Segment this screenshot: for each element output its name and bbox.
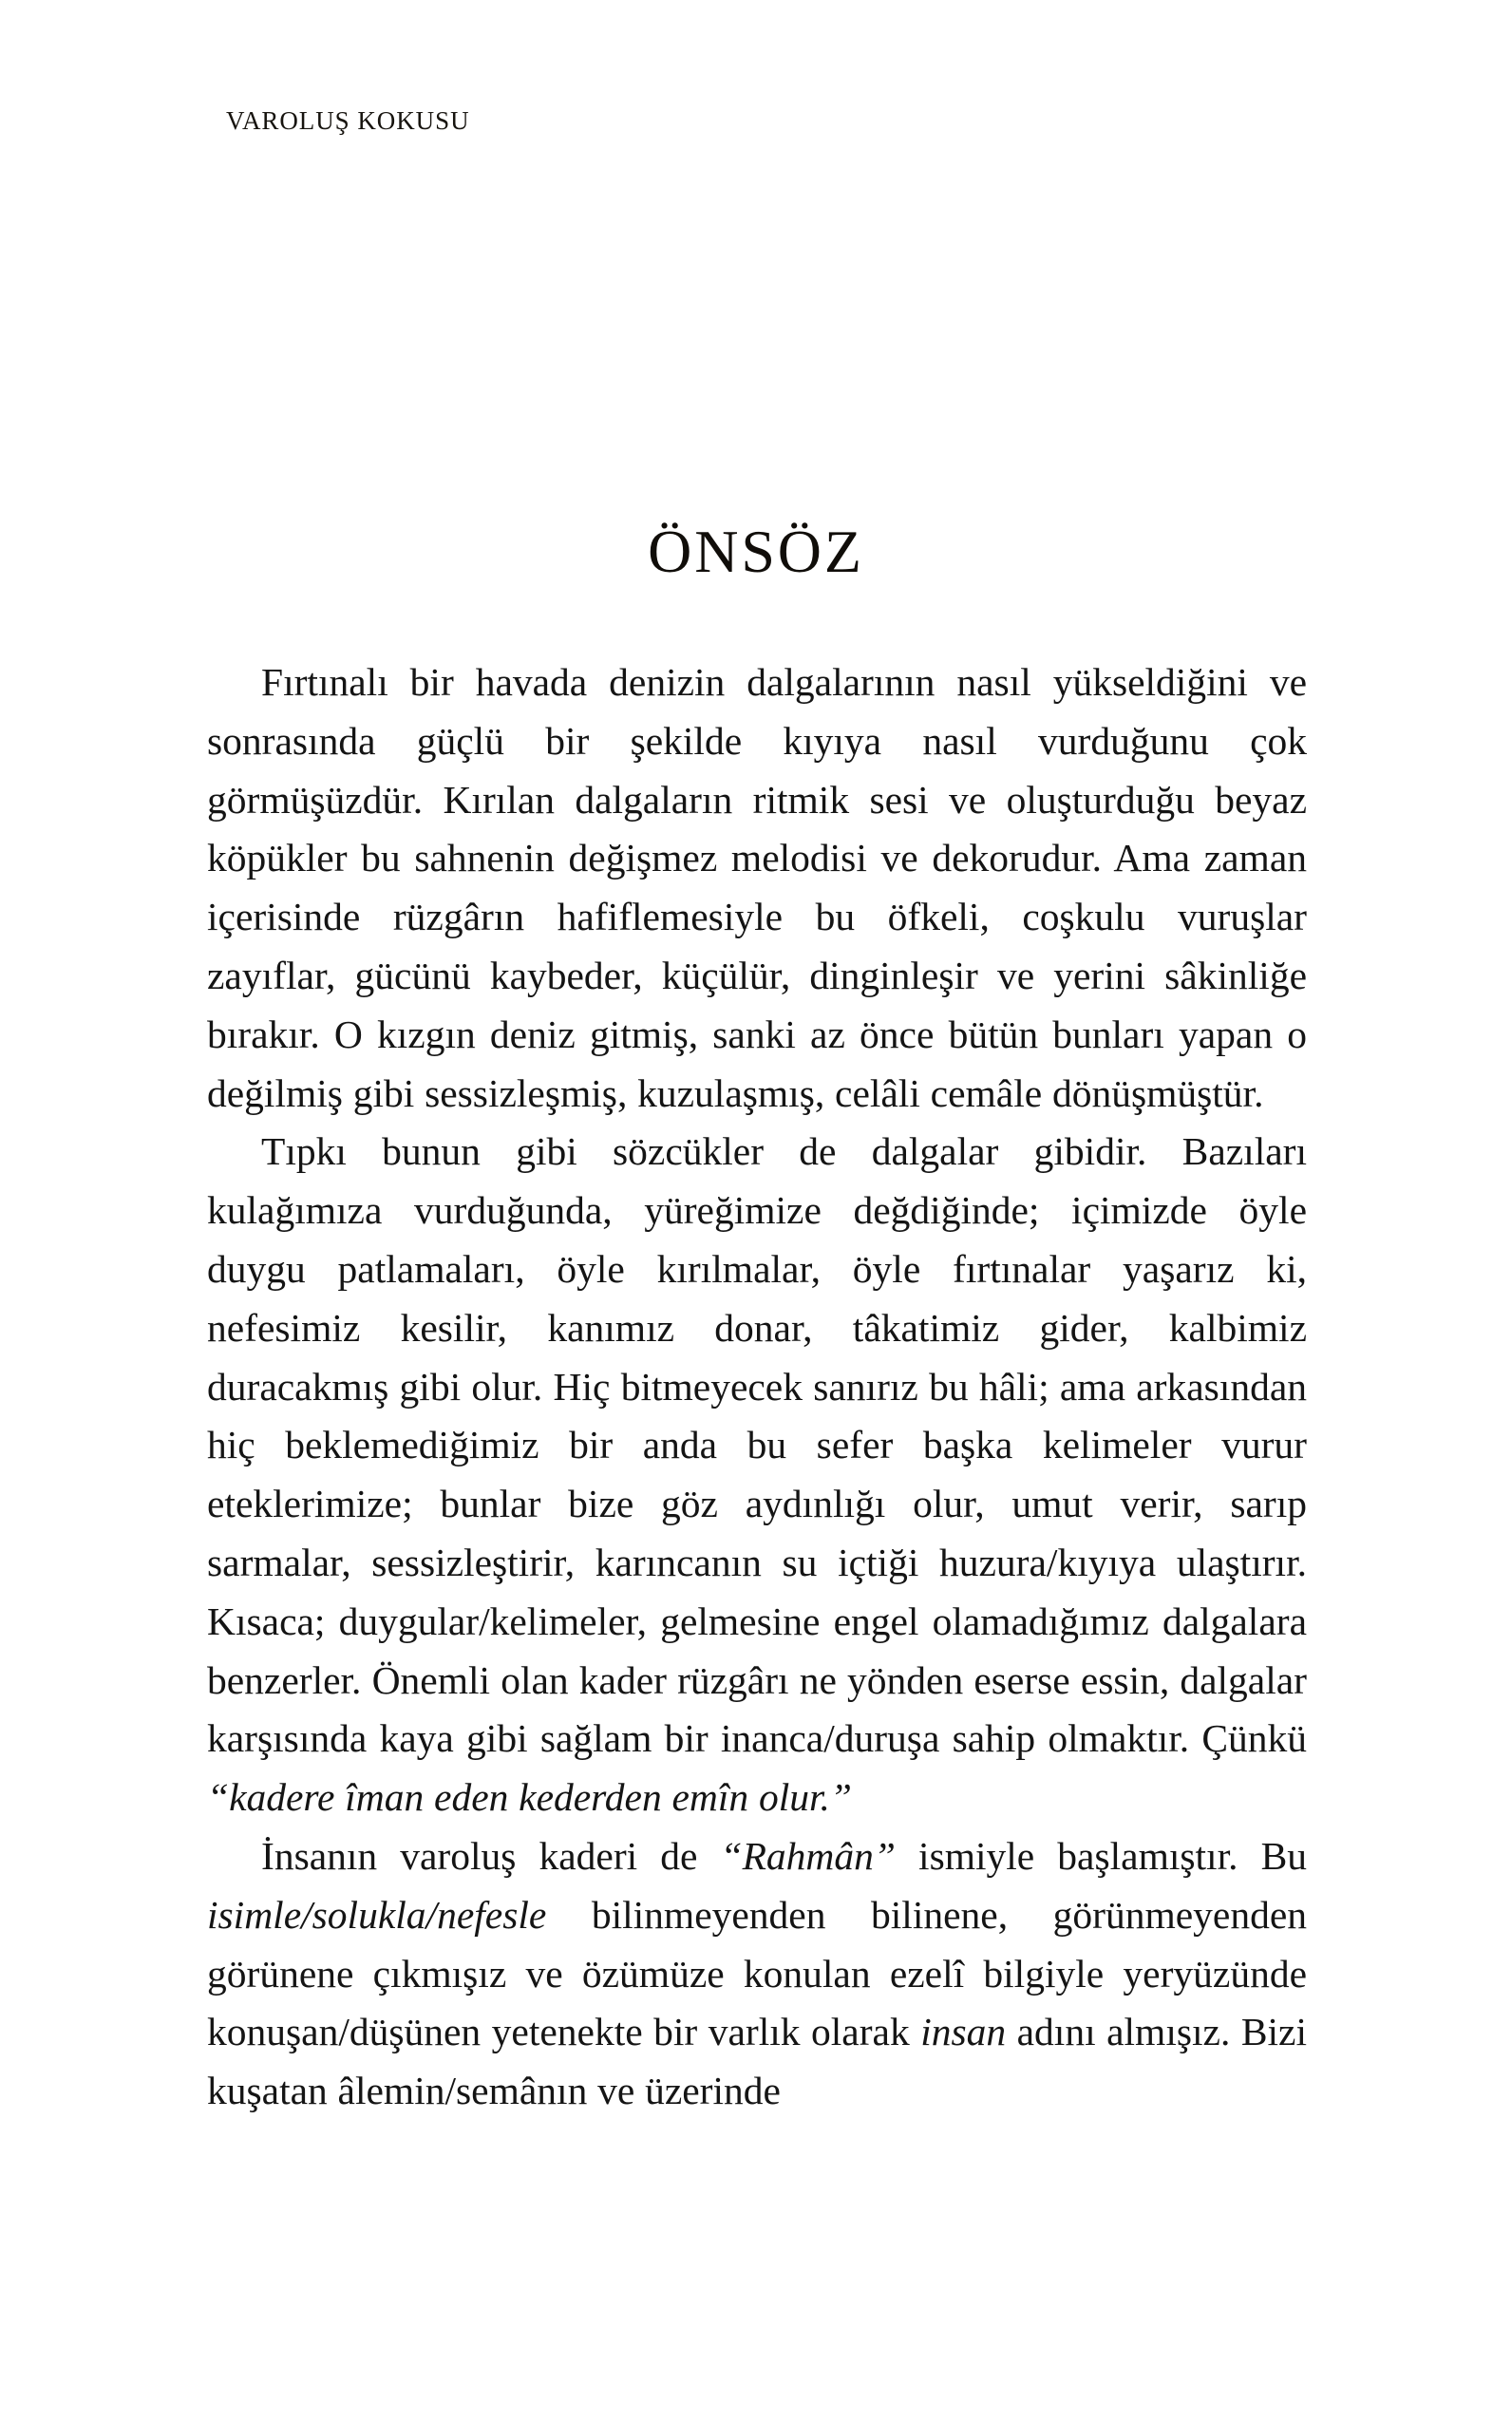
paragraph-3-rahman-italic: “Rahmân” — [720, 1833, 896, 1878]
page-title: ÖNSÖZ — [648, 517, 864, 585]
paragraph-2-quote: “kadere îman eden kederden emîn olur.” — [207, 1775, 852, 1820]
running-head: VAROLUŞ KOKUSU — [226, 106, 470, 135]
paragraph-3-isimle-italic: isimle/solukla/nefesle — [207, 1892, 547, 1937]
paragraph-2 — [207, 1123, 1307, 1827]
paragraph-3-segment-3: ismiyle başlamıştır. Bu — [895, 1833, 1307, 1878]
paragraph-3-segment-1: İnsanın varoluş kaderi de — [261, 1833, 721, 1878]
paragraph-3-insan-italic: insan — [920, 2010, 1007, 2054]
paragraph-3-segment-5: bilinmeyenden bilinene, görünmeyenden görünene çıkmışız ve özümüze konulan ezelî bilgiyle yeryüzünde konuşan/düşünen yetenekte bir varlık olarak — [207, 1892, 1307, 2054]
paragraph-2-text: Tıpkı bunun gibi sözcükler de dalgalar gibidir. Bazıları kulağımıza vurduğunda, yüreğimize değdiğinde; içimizde öyle duygu patlamaları, öyle kırılmalar, öyle fırtınalar yaşarız ki, nefesimiz kesilir, kanımız donar, tâkatimiz gider, kalbimiz duracakmış gibi olur. Hiç bitmeyecek sanırız bu hâli; ama arkasından hiç beklemediğimiz bir anda bu sefer başka kelimeler vurur eteklerimize; bunlar bize göz aydınlığı olur, umut verir, sarıp sarmalar, sessizleştirir, karıncanın su içtiği huzura/kıyıya ulaştırır. Kısaca; duygular/kelimeler, gelmesine engel olamadığımız dalgalara benzerler. Önemli olan kader rüzgârı ne yönden eserse essin, dalgalar karşısında kaya gibi sağlam bir inanca/duruşa sahip olmaktır. Çünkü — [207, 1129, 1307, 1761]
paragraph-3 — [207, 1827, 1307, 2121]
paragraph-1: Fırtınalı bir havada denizin dalgalarının nasıl yükseldiğini ve sonrasında güçlü bir şekilde kıyıya nasıl vurduğunu çok görmüşüzdür. Kırılan dalgaların ritmik sesi ve oluşturduğu beyaz köpükler bu sahnenin değişmez melodisi ve dekorudur. Ama zaman içerisinde rüzgârın hafiflemesiyle bu öfkeli, coşkulu vuruşlar zayıflar, gücünü kaybeder, küçülür, dinginleşir ve yerini sâkinliğe bırakır. O kızgın deniz gitmiş, sanki az önce bütün bunları yapan o değilmiş gibi sessizleşmiş, kuzulaşmış, celâli cemâle dönüşmüştür. — [207, 660, 1307, 1115]
paragraph-3-segment-7: adını almışız. Bizi kuşatan âlemin/semânın ve üzerinde — [207, 2010, 1307, 2113]
body-text-column — [207, 653, 1307, 2121]
